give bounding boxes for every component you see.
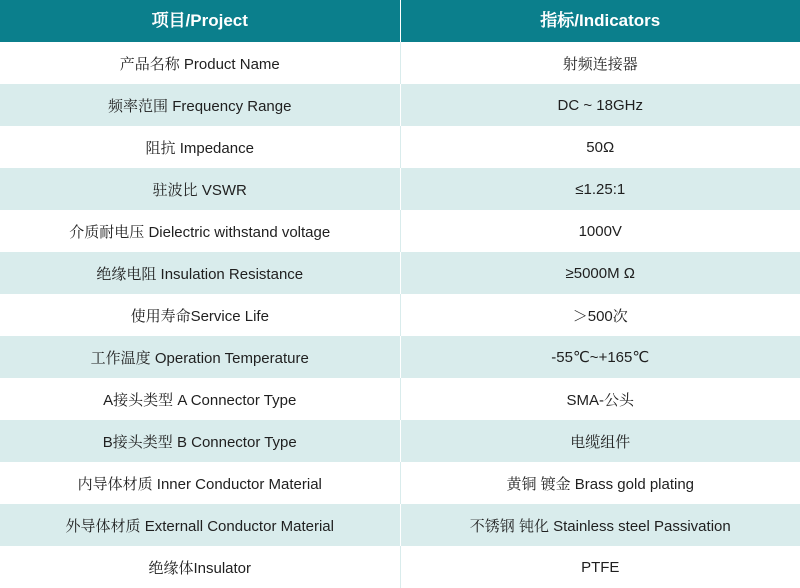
cell-project: 阻抗 Impedance: [0, 126, 400, 168]
cell-indicator: PTFE: [400, 546, 800, 588]
cell-indicator: 不锈钢 钝化 Stainless steel Passivation: [400, 504, 800, 546]
cell-project: 外导体材质 Externall Conductor Material: [0, 504, 400, 546]
table-row: [0, 420, 800, 462]
table-row: [0, 210, 800, 252]
table-row: [0, 126, 800, 168]
column-header-project: 项目/Project: [0, 0, 400, 42]
table-header-row: [0, 0, 800, 42]
table-row: [0, 546, 800, 588]
table-body: [0, 42, 800, 588]
cell-project: 内导体材质 Inner Conductor Material: [0, 462, 400, 504]
table-row: [0, 168, 800, 210]
cell-project: 驻波比 VSWR: [0, 168, 400, 210]
cell-project: 工作温度 Operation Temperature: [0, 336, 400, 378]
cell-project: 绝缘体Insulator: [0, 546, 400, 588]
table-row: [0, 378, 800, 420]
cell-project: 频率范围 Frequency Range: [0, 84, 400, 126]
table-row: [0, 42, 800, 84]
cell-indicator: SMA-公头: [400, 378, 800, 420]
cell-indicator: 黄铜 镀金 Brass gold plating: [400, 462, 800, 504]
cell-indicator: ≤1.25:1: [400, 168, 800, 210]
table-row: [0, 462, 800, 504]
cell-indicator: 1000V: [400, 210, 800, 252]
table-row: [0, 336, 800, 378]
table-row: [0, 504, 800, 546]
column-header-indicators: 指标/Indicators: [400, 0, 800, 42]
cell-indicator: 射频连接器: [400, 42, 800, 84]
cell-indicator: -55℃~+165℃: [400, 336, 800, 378]
cell-project: 绝缘电阻 Insulation Resistance: [0, 252, 400, 294]
table-row: [0, 84, 800, 126]
table-row: [0, 294, 800, 336]
cell-indicator: ＞500次: [400, 294, 800, 336]
cell-project: 使用寿命Service Life: [0, 294, 400, 336]
table-row: [0, 252, 800, 294]
cell-project: 介质耐电压 Dielectric withstand voltage: [0, 210, 400, 252]
cell-project: 产品名称 Product Name: [0, 42, 400, 84]
cell-project: B接头类型 B Connector Type: [0, 420, 400, 462]
cell-indicator: DC ~ 18GHz: [400, 84, 800, 126]
cell-project: A接头类型 A Connector Type: [0, 378, 400, 420]
table-header: [0, 0, 800, 42]
cell-indicator: 电缆组件: [400, 420, 800, 462]
cell-indicator: ≥5000M Ω: [400, 252, 800, 294]
cell-indicator: 50Ω: [400, 126, 800, 168]
